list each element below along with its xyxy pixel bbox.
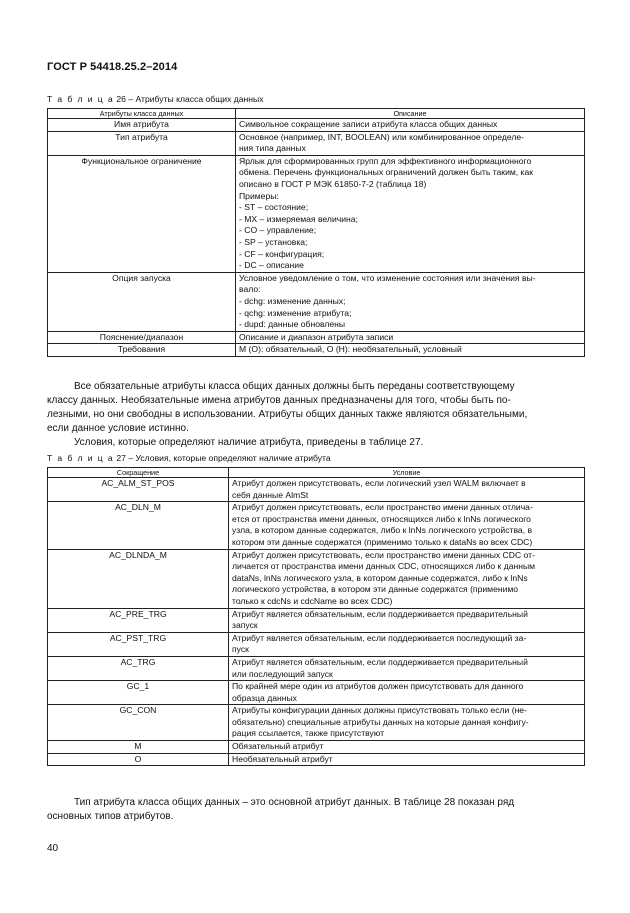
row-description	[229, 753, 585, 766]
table-27	[47, 467, 585, 766]
column-header: Сокращение	[48, 468, 229, 478]
table-row	[48, 608, 585, 632]
table-row	[48, 549, 585, 608]
table-row	[48, 155, 585, 272]
row-description	[236, 272, 585, 331]
text-line: Тип атрибута класса общих данных – это основной атрибут данных. В таблице 28 показан ряд	[74, 797, 515, 808]
text-line: если данное условие истинно.	[47, 423, 189, 434]
table-row	[48, 272, 585, 331]
description-line: - CO – управление;	[239, 225, 317, 236]
table-row	[48, 331, 585, 344]
table-row	[48, 119, 585, 132]
row-label: Требования	[48, 344, 236, 357]
row-label: GC_1	[48, 681, 229, 705]
column-header: Условие	[229, 468, 585, 478]
caption-prefix: Т а б л и ц а	[47, 453, 114, 463]
description-line: Атрибут должен присутствовать, если логический узел WALM включает в	[232, 478, 526, 488]
row-label: AC_ALM_ST_POS	[48, 478, 229, 502]
paragraph-3	[47, 796, 584, 824]
description-line: Атрибут является обязательным, если поддерживается предварительный	[232, 656, 528, 667]
table-27-caption	[47, 453, 331, 463]
description-line: M (O): обязательный, O (H): необязательный, условный	[239, 344, 462, 355]
description-line: Необязательный атрибут	[232, 753, 333, 764]
description-line: рация ссылается, также присутствуют	[232, 728, 385, 739]
caption-text: 27 – Условия, которые определяют наличие атрибута	[114, 453, 331, 463]
table-26-caption	[47, 94, 264, 104]
table-row	[48, 753, 585, 766]
description-line: Условное уведомление о том, что изменение состояния или значения вы-	[239, 272, 536, 283]
description-line: котором эти данные содержатся (применимо только к dataNs во всех CDC)	[232, 536, 533, 547]
row-description	[236, 119, 585, 132]
description-line: запуск	[232, 620, 258, 631]
row-description	[229, 741, 585, 754]
table-row	[48, 681, 585, 705]
description-line: образца данных	[232, 692, 297, 703]
row-description	[236, 155, 585, 272]
description-line: логического устройства, в котором эти данные содержатся (применимо	[232, 584, 519, 595]
description-line: Основное (например, INT, BOOLEAN) или комбинированное определе-	[239, 131, 525, 142]
row-description	[229, 549, 585, 608]
table-header-row	[48, 109, 585, 119]
row-label: AC_PST_TRG	[48, 632, 229, 656]
text-line: Условия, которые определяют наличие атрибута, приведены в таблице 27.	[74, 437, 424, 448]
description-line: Обязательный атрибут	[232, 741, 324, 752]
description-line: обмена. Перечень функциональных ограничений должен быть таким, как	[239, 167, 534, 178]
page-number: 40	[47, 843, 59, 854]
column-header: Атрибуты класса данных	[48, 109, 236, 119]
description-line: вало:	[239, 284, 261, 295]
description-line: или последующий запуск	[232, 668, 333, 679]
description-line: - qchg: изменение атрибута;	[239, 307, 352, 318]
row-label: GC_CON	[48, 705, 229, 741]
text-line: Все обязательные атрибуты класса общих данных должны быть переданы соответствующему	[74, 381, 515, 392]
description-line: только к cdcNs и cdcName во всех CDC)	[232, 595, 393, 606]
table-row	[48, 705, 585, 741]
row-label: Имя атрибута	[48, 119, 236, 132]
table-row	[48, 502, 585, 549]
description-line: узла, в котором данные содержатся, либо к lnNs логического устройства, в	[232, 525, 533, 536]
caption-prefix: Т а б л и ц а	[47, 94, 114, 104]
description-line: - SP – установка;	[239, 236, 308, 247]
document-header: ГОСТ Р 54418.25.2–2014	[47, 61, 178, 73]
description-line: себя данные AlmSt	[232, 489, 309, 500]
table-26	[47, 108, 585, 357]
description-line: Атрибут должен присутствовать, если пространство имени данных CDC от-	[232, 549, 535, 560]
paragraph-2	[47, 436, 584, 450]
row-description	[229, 632, 585, 656]
row-label: AC_DLNDA_M	[48, 549, 229, 608]
description-line: dataNs, lnNs логического узла, в котором данные содержатся, либо к lnNs	[232, 572, 528, 583]
description-line: - DC – описание	[239, 260, 304, 271]
description-line: Атрибут должен присутствовать, если пространство имени данных отлича-	[232, 502, 533, 513]
description-line: обязательно) специальные атрибуты данных на которые данная конфигу-	[232, 716, 529, 727]
description-line: - CF – конфигурация;	[239, 248, 325, 259]
table-row	[48, 131, 585, 155]
row-description	[229, 478, 585, 502]
description-line: личается от пространства имени данных CDC, относящихся либо к данным	[232, 561, 536, 572]
description-line: - dchg: изменение данных;	[239, 295, 346, 306]
row-description	[229, 681, 585, 705]
description-line: - MX – измеряемая величина;	[239, 213, 358, 224]
row-description	[229, 656, 585, 680]
description-line: Примеры:	[239, 190, 279, 201]
table-row	[48, 344, 585, 357]
row-label: Функциональное ограничение	[48, 155, 236, 272]
row-description	[229, 608, 585, 632]
caption-text: 26 – Атрибуты класса общих данных	[114, 94, 264, 104]
row-label: Пояснение/диапазон	[48, 331, 236, 344]
description-line: ния типа данных	[239, 143, 306, 154]
row-description	[236, 344, 585, 357]
description-line: Атрибут является обязательным, если поддерживается предварительный	[232, 608, 528, 619]
row-label: AC_TRG	[48, 656, 229, 680]
table-row	[48, 632, 585, 656]
table-row	[48, 478, 585, 502]
description-line: По крайней мере один из атрибутов должен присутствовать для данного	[232, 681, 524, 692]
row-description	[229, 705, 585, 741]
row-label: AC_PRE_TRG	[48, 608, 229, 632]
description-line: пуск	[232, 644, 249, 655]
description-line: Атрибут является обязательным, если поддерживается последующий за-	[232, 632, 527, 643]
table-row	[48, 656, 585, 680]
description-line: Описание и диапазон атрибута записи	[239, 331, 394, 342]
row-label: O	[48, 753, 229, 766]
table-row	[48, 741, 585, 754]
row-description	[229, 502, 585, 549]
row-description	[236, 331, 585, 344]
description-line: Символьное сокращение записи атрибута класса общих данных	[239, 119, 498, 129]
text-line: классу данных. Необязательные имена атрибутов данных предназначены для того, чтобы быть по-	[47, 395, 511, 406]
row-label: Опция запуска	[48, 272, 236, 331]
table-header-row	[48, 468, 585, 478]
row-description	[236, 131, 585, 155]
description-line: описано в ГОСТ Р МЭК 61850-7-2 (таблица 18)	[239, 178, 427, 189]
description-line: Ярлык для сформированных групп для эффективного информационного	[239, 155, 532, 166]
description-line: ется от пространства имени данных, относящихся либо к lnNs логического	[232, 513, 531, 524]
description-line: Атрибуты конфигурации данных должны присутствовать только если (не-	[232, 705, 527, 716]
paragraph-1	[47, 380, 584, 436]
row-label: M	[48, 741, 229, 754]
row-label: Тип атрибута	[48, 131, 236, 155]
column-header: Описание	[236, 109, 585, 119]
row-label: AC_DLN_M	[48, 502, 229, 549]
description-line: - ST – состояние;	[239, 202, 309, 213]
text-line: основных типов атрибутов.	[47, 811, 174, 822]
text-line: лезными, но они свободны в использовании. Атрибуты общих данных также являются обязательными,	[47, 409, 528, 420]
description-line: - dupd: данные обновлены	[239, 319, 346, 330]
